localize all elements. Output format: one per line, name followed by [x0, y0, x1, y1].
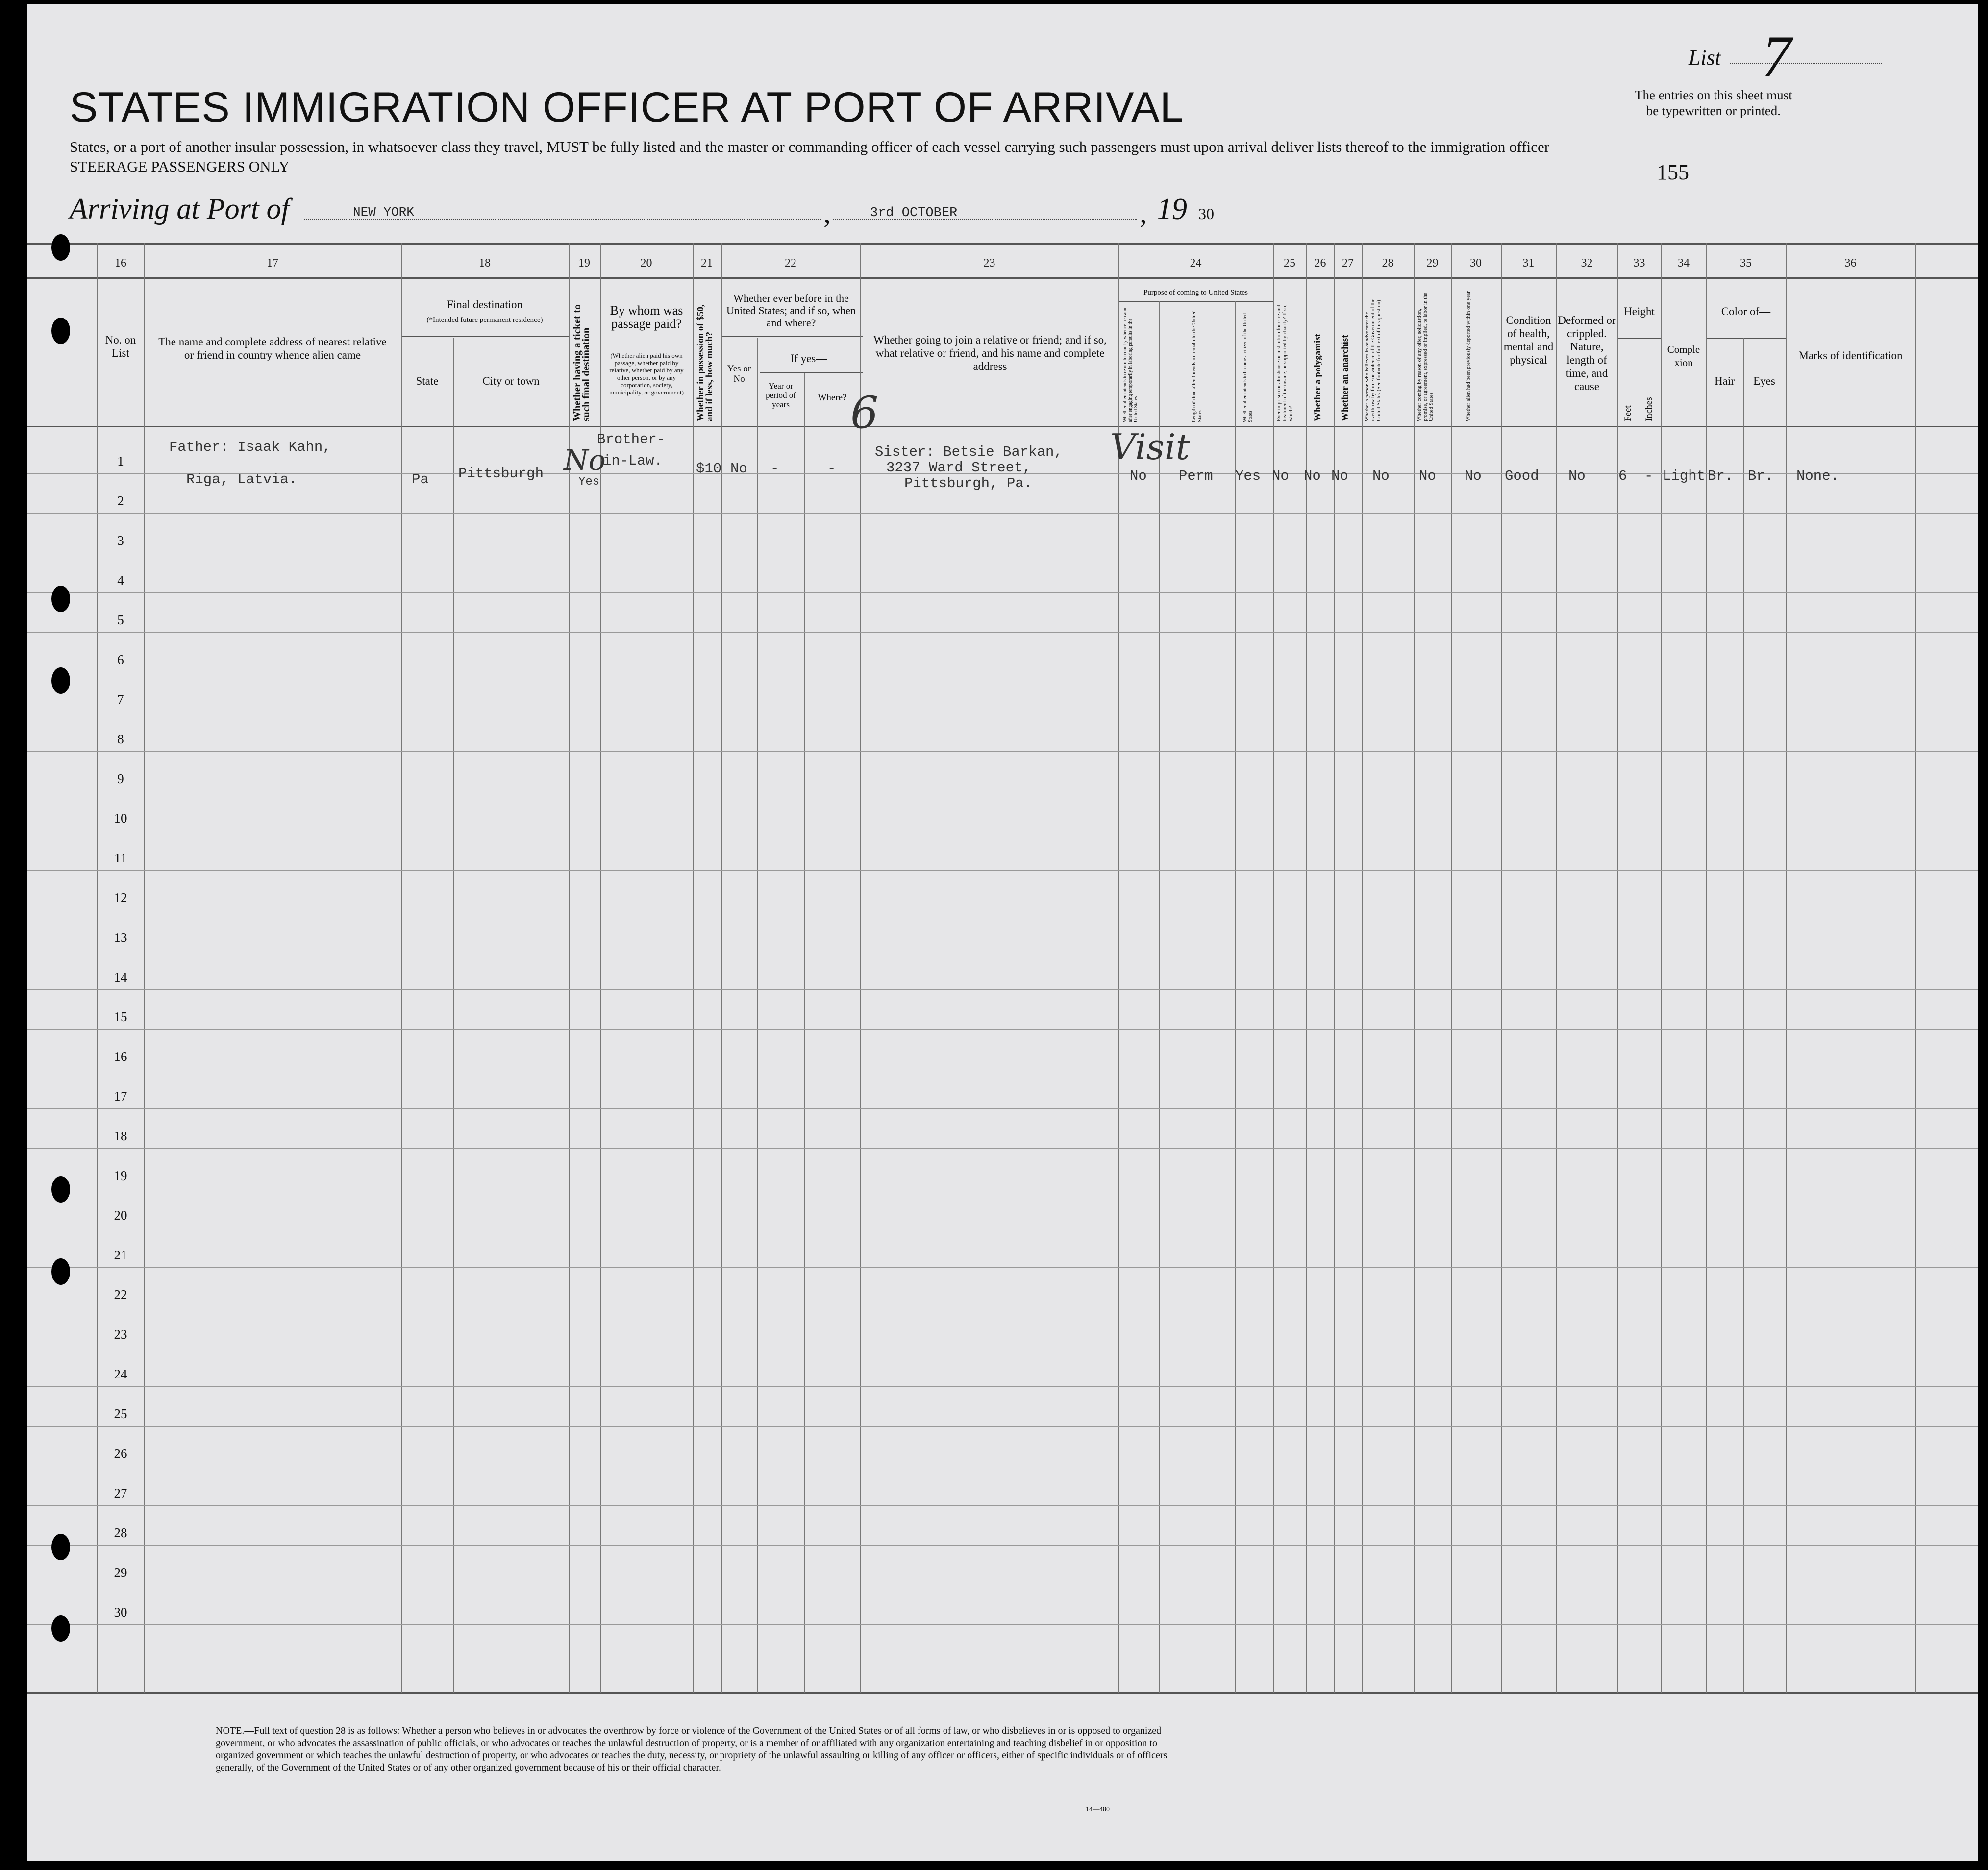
col-rule — [1706, 243, 1707, 1693]
header-height: Height — [1624, 305, 1655, 318]
header-purpose-length: Length of time alien intends to remain in the United States — [1191, 310, 1203, 422]
column-number: 20 — [640, 257, 652, 270]
row-number: 16 — [114, 1049, 127, 1064]
color-sub-rule — [1706, 338, 1786, 339]
row-number: 2 — [117, 493, 124, 508]
column-number: 30 — [1470, 257, 1482, 270]
header-where: Where? — [818, 393, 847, 403]
row-line — [27, 1426, 1978, 1427]
row-number: 7 — [117, 692, 124, 707]
arriving-label: Arriving at Port of — [70, 193, 290, 225]
row-number: 24 — [114, 1367, 127, 1381]
row-number: 28 — [114, 1526, 127, 1540]
column-number: 24 — [1190, 257, 1202, 270]
entry-feet: 6 — [1618, 468, 1627, 484]
row-line — [27, 1545, 1978, 1546]
entry-join-line-2: 3237 Ward Street, — [886, 460, 1031, 476]
header-condition: Condition of health, mental and physical — [1503, 314, 1554, 366]
row-number: 13 — [114, 930, 127, 945]
dest-sub-rule — [402, 336, 569, 337]
row-number: 6 — [117, 652, 124, 667]
column-number: 27 — [1342, 257, 1354, 270]
header-purpose-citizen: Whether alien intends to become a citizen of the United States — [1242, 313, 1253, 422]
header-final-destination-note: (*Intended future permanent residence) — [426, 316, 543, 324]
year-prefix: 19 — [1157, 193, 1187, 226]
header-final-destination: Final destination — [447, 298, 522, 311]
row-line — [27, 989, 1978, 990]
row-number: 9 — [117, 771, 124, 786]
entry-city: Pittsburgh — [458, 466, 544, 482]
column-number: 28 — [1382, 257, 1394, 270]
header-ticket: Whether having a ticket to such final destination — [571, 304, 592, 421]
header-no-on-list: No. on List — [105, 334, 136, 359]
col-rule — [693, 243, 694, 1693]
table-bottom-rule — [27, 1692, 1978, 1694]
col-rule — [1159, 301, 1160, 1693]
col-rule — [1915, 243, 1916, 1693]
entry-deported: No — [1465, 468, 1482, 484]
col-rule — [757, 338, 758, 1693]
header-anarchist: Whether an anarchist — [1340, 335, 1350, 421]
steerage-label: STEERAGE PASSENGERS ONLY — [70, 158, 290, 175]
column-number: 31 — [1522, 257, 1535, 270]
row-number: 26 — [114, 1446, 127, 1461]
header-prison: Ever in prison or almshouse or institution for care and treatment of the insane, or supported by charity? If so, which? — [1276, 304, 1293, 421]
punch-hole — [51, 1258, 70, 1285]
row-number: 18 — [114, 1129, 127, 1143]
col-rule — [1414, 243, 1415, 1693]
row-line — [27, 1108, 1978, 1109]
header-purpose: Purpose of coming to United States — [1143, 289, 1248, 296]
header-yes-no: Yes or No — [727, 364, 751, 384]
col-rule — [453, 338, 454, 1693]
entry-eyes: Br. — [1748, 468, 1774, 484]
header-hair: Hair — [1715, 375, 1735, 387]
entry-join-line-1: Sister: Betsie Barkan, — [875, 444, 1063, 460]
col-rule — [144, 243, 145, 1693]
entry-state: Pa — [412, 471, 429, 488]
row-line — [27, 870, 1978, 871]
entry-polygamist: No — [1304, 468, 1321, 484]
header-year-period: Year or period of years — [766, 381, 796, 409]
form-code: 14—480 — [1086, 1806, 1110, 1813]
column-number: 16 — [115, 257, 126, 270]
entry-anarchist: No — [1331, 468, 1348, 484]
comma: , — [823, 197, 831, 229]
row-number: 12 — [114, 890, 127, 905]
header-color-of: Color of— — [1721, 305, 1771, 318]
entry-length-stay: Perm — [1179, 468, 1213, 484]
header-passage-note: (Whether alien paid his own passage, whether paid by relative, whether paid by any other person, or by any corporation, society, municipality, or government) — [609, 352, 684, 396]
list-label: List — [1689, 46, 1721, 70]
row-number: 29 — [114, 1565, 127, 1580]
intro-text: States, or a port of another insular possession, in whatsoever class they travel, MUST be fully listed and the master or commanding officer of each vessel carrying such passengers must upon arrival deliver lists thereof to the immigration officer — [70, 138, 1550, 155]
row-number: 17 — [114, 1089, 127, 1104]
column-number: 18 — [479, 257, 491, 270]
entry-ticket: Yes — [578, 475, 600, 489]
column-number: 26 — [1314, 257, 1326, 270]
punch-hole — [51, 318, 70, 344]
header-deformed: Deformed or crippled. Nature, length of time, and cause — [1558, 314, 1616, 393]
column-number: 35 — [1740, 257, 1752, 270]
entry-hair: Br. — [1708, 468, 1734, 484]
row-line — [27, 632, 1978, 633]
punch-hole — [51, 1534, 70, 1560]
colnum-rule — [27, 277, 1978, 279]
entry-passage-line-2: in-Law. — [603, 453, 663, 469]
row-line — [27, 1148, 1978, 1149]
column-number: 32 — [1581, 257, 1593, 270]
entry-overthrow: No — [1372, 468, 1390, 484]
date-value: 3rd OCTOBER — [870, 206, 958, 221]
header-contract: Whether coming by reason of any offer, solicitation, promise, or agreement, expressed or implied, to labor in the United States — [1416, 293, 1434, 421]
entry-ticket-handwritten: No — [564, 443, 606, 477]
header-feet: Feet — [1623, 405, 1633, 421]
entries-note-line-2: be typewritten or printed. — [1646, 103, 1781, 118]
row-number: 25 — [114, 1406, 127, 1421]
header-complexion: Complexion — [1667, 344, 1700, 369]
col-rule — [1501, 243, 1502, 1693]
column-number: 21 — [701, 257, 713, 270]
col-rule — [1743, 338, 1744, 1693]
entries-note — [1635, 87, 1792, 119]
header-deported: Whether alien had been previously deported within one year — [1466, 291, 1471, 421]
page-number: 155 — [1657, 160, 1689, 184]
col-rule — [1451, 243, 1452, 1693]
punch-hole — [51, 667, 70, 694]
col-rule — [1273, 243, 1274, 1693]
header-money: Whether in possession of $50, and if less, how much? — [696, 304, 715, 421]
col-rule — [1362, 243, 1363, 1693]
header-overthrow: Whether a person who believes in or advocates the overthrow by force or violence of the Government of the United States (See footnote for full text of this question) — [1364, 298, 1382, 421]
col-rule — [1786, 243, 1787, 1693]
entry-return-country: No — [1130, 468, 1147, 484]
col-rule — [1556, 243, 1557, 1693]
header-state: State — [416, 375, 439, 387]
header-inches: Inches — [1644, 397, 1654, 421]
column-number: 25 — [1284, 257, 1295, 270]
row-number: 4 — [117, 573, 124, 588]
header-passage: By whom was passage paid? — [610, 303, 683, 331]
list-number-handwritten: 7 — [1762, 24, 1791, 89]
row-number: 1 — [117, 454, 124, 468]
row-number: 27 — [114, 1486, 127, 1501]
entry-condition: Good — [1505, 468, 1539, 484]
row-line — [27, 1624, 1978, 1625]
row-number: 21 — [114, 1248, 127, 1262]
row-number: 8 — [117, 732, 124, 746]
row-number: 5 — [117, 613, 124, 627]
punch-hole — [51, 234, 70, 261]
comma: , — [1140, 197, 1147, 229]
page-title: STATES IMMIGRATION OFFICER AT PORT OF ARRIVAL — [70, 84, 1184, 131]
entry-citizen: Yes — [1235, 468, 1261, 484]
header-marks: Marks of identification — [1798, 349, 1903, 362]
col-rule — [1334, 243, 1335, 1693]
column-number: 19 — [578, 257, 590, 270]
year-suffix: 30 — [1198, 205, 1214, 222]
entry-before-where: - — [827, 461, 836, 477]
column-number: 29 — [1426, 257, 1439, 270]
col-rule — [804, 373, 805, 1693]
column-number: 23 — [983, 257, 995, 270]
header-eyes: Eyes — [1753, 375, 1775, 387]
row-line — [27, 513, 1978, 514]
column-number: 34 — [1678, 257, 1690, 270]
column-number: 22 — [785, 257, 796, 270]
entry-join-line-3: Pittsburgh, Pa. — [904, 475, 1033, 492]
col-rule — [1617, 243, 1618, 1693]
header-polygamist: Whether a polygamist — [1313, 333, 1323, 421]
header-relative-address: The name and complete address of nearest relative or friend in country whence alien came — [158, 336, 387, 361]
entry-inches: - — [1644, 468, 1653, 484]
entry-complexion: Light — [1663, 468, 1706, 484]
entry-marks: None. — [1796, 468, 1839, 484]
entry-prison: No — [1272, 468, 1289, 484]
header-city: City or town — [482, 375, 540, 387]
row-number: 15 — [114, 1009, 127, 1024]
row-number: 10 — [114, 811, 127, 826]
column-number: 33 — [1633, 257, 1645, 270]
entry-passage-line-1: Brother- — [597, 431, 666, 447]
header-purpose-return: Whether alien intends to return to country whence he came after engaging temporarily in laboring pursuits in the United States — [1122, 306, 1139, 422]
row-number: 22 — [114, 1287, 127, 1302]
entry-relative-line-1: Father: Isaak Kahn, — [169, 439, 331, 455]
entry-deformed: No — [1568, 468, 1586, 484]
col-rule — [1661, 243, 1662, 1693]
header-if-yes: If yes— — [790, 352, 827, 365]
entry-contract: No — [1419, 468, 1436, 484]
footnote: NOTE.—Full text of question 28 is as follows: Whether a person who believes in or advocates the overthrow by force or violence of the Government of the United States or of all forms of law, or who disbelieves in or is opposed to organized government, or who advocates the assassination of public officials, or who advocates or teaches the unlawful destruction of property, or is a member of or affiliated with any organization entertaining and teaching disbelief in or opposition to organized government or which teaches the unlawful destruction of property, or who advocates or teaches the duty, necessity, or propriety of the unlawful assaulting or killing of any officer or officers, either of specific individuals or of officers generally, of the Government of the United States or of any other organized government because of his or their official character. — [216, 1725, 1168, 1773]
entry-before-yes-no: No — [730, 461, 747, 477]
list-line — [1730, 63, 1882, 64]
column-number: 17 — [267, 257, 278, 270]
purpose-sub-rule — [1118, 301, 1273, 302]
row-line — [27, 592, 1978, 593]
manifest-sheet — [27, 4, 1978, 1861]
row-number: 11 — [114, 851, 127, 865]
row-number: 3 — [117, 533, 124, 548]
col-rule — [1306, 243, 1307, 1693]
col-rule — [97, 243, 98, 1693]
row-line — [27, 1029, 1978, 1030]
row-number: 19 — [114, 1168, 127, 1183]
row-number: 30 — [114, 1605, 127, 1620]
header-bottom-rule — [27, 426, 1978, 427]
entry-relative-line-2: Riga, Latvia. — [186, 471, 298, 488]
col-rule — [1235, 301, 1236, 1693]
col-rule — [860, 243, 861, 1693]
row-line — [27, 1505, 1978, 1506]
entry-before-years: - — [770, 461, 779, 477]
table-top-rule — [27, 243, 1978, 245]
entry-purpose-handwritten: Visit — [1110, 426, 1190, 468]
punch-hole — [51, 1615, 70, 1642]
row-number: 23 — [114, 1327, 127, 1342]
punch-hole — [51, 586, 70, 612]
column-number: 36 — [1844, 257, 1857, 270]
entry-money: $10 — [696, 461, 722, 477]
row-number: 14 — [114, 970, 127, 984]
entry-join-check-mark: 6 — [850, 387, 879, 439]
punch-hole — [51, 1176, 70, 1203]
row-line — [27, 1267, 1978, 1268]
before-sub-rule — [721, 336, 863, 337]
row-line — [27, 1386, 1978, 1387]
header-before-us: Whether ever before in the United States; and if so, when and where? — [726, 292, 856, 329]
row-number: 20 — [114, 1208, 127, 1223]
port-value: NEW YORK — [353, 205, 414, 220]
ifyes-sub-rule — [760, 372, 863, 373]
col-rule — [401, 243, 402, 1693]
entries-note-line-1: The entries on this sheet must — [1635, 88, 1792, 102]
header-joining: Whether going to join a relative or friend; and if so, what relative or friend, and his name and complete address — [873, 334, 1107, 372]
row-line — [27, 751, 1978, 752]
